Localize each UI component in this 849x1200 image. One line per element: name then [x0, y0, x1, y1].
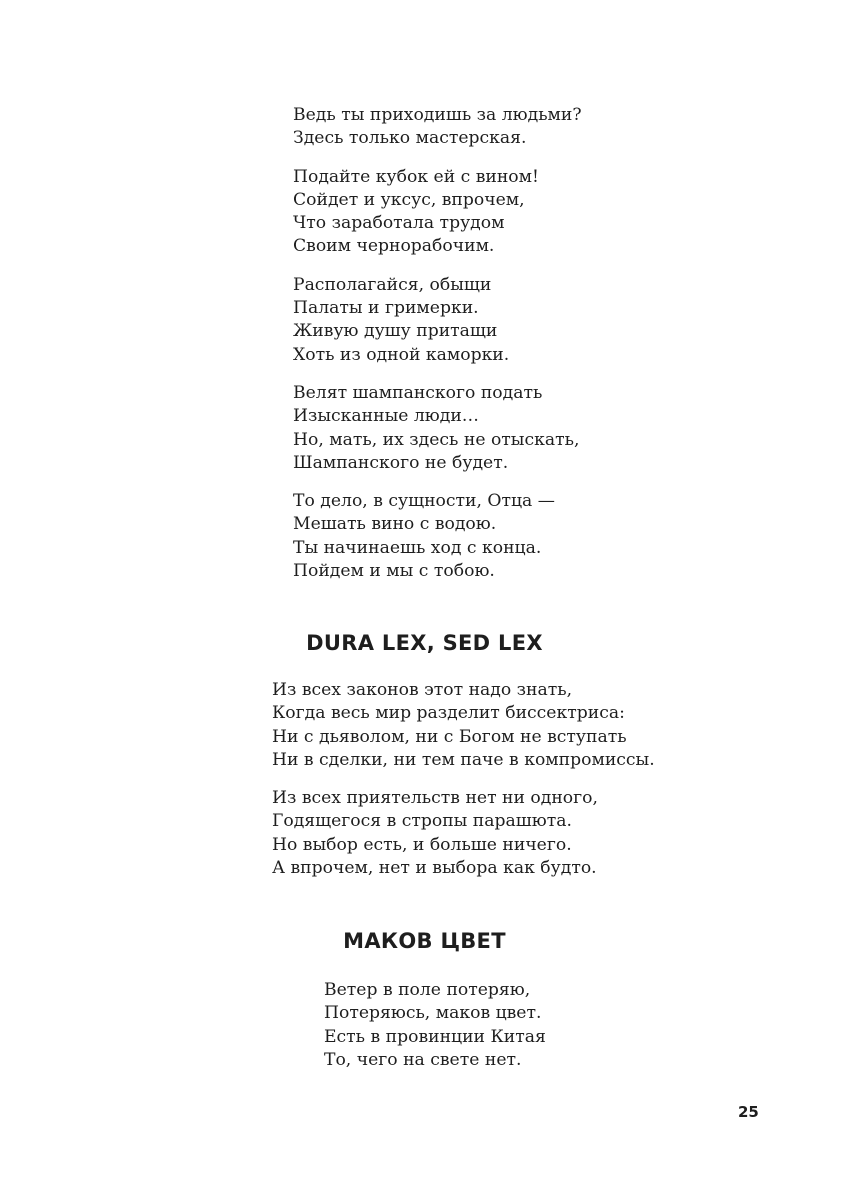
verse-line: Мешать вино с водою.: [293, 514, 497, 535]
poem-2: [272, 679, 655, 895]
verse-line: Велят шампанского подать: [293, 382, 543, 403]
verse-line: А впрочем, нет и выбора как будто.: [272, 858, 597, 879]
verse-line: Шампанского не будет.: [293, 452, 509, 473]
verse-line: Ни с дьяволом, ни с Богом не вступать: [272, 726, 627, 747]
verse-line: Что заработала трудом: [293, 213, 505, 234]
stanza: [272, 787, 655, 880]
verse-line: Но, мать, их здесь не отыскать,: [293, 429, 580, 450]
stanza: [293, 490, 582, 583]
verse-line: Когда весь мир разделит биссектриса:: [272, 703, 625, 724]
verse-line: То дело, в сущности, Отца —: [293, 491, 555, 512]
stanza: [293, 274, 582, 367]
poem-1: [293, 104, 582, 598]
verse-line: Ведь ты приходишь за людьми?: [293, 105, 582, 125]
verse-line: Располагайся, обыщи: [293, 274, 492, 295]
stanza: [324, 979, 546, 1072]
verse-line: Живую душу притащи: [293, 321, 498, 342]
poem-title-dura-lex: DURA LEX, SED LEX: [306, 631, 543, 655]
poem-title-makov-tsvet: МАКОВ ЦВЕТ: [343, 929, 506, 953]
verse-line: Из всех законов этот надо знать,: [272, 680, 573, 700]
verse-line: Ни в сделки, ни тем паче в компромиссы.: [272, 749, 655, 770]
verse-line: Здесь только мастерская.: [293, 128, 527, 149]
verse-line: Ветер в поле потеряю,: [324, 980, 531, 1000]
poem-3: [324, 979, 546, 1087]
verse-line: Годящегося в стропы парашюта.: [272, 811, 572, 832]
stanza: [293, 166, 582, 259]
stanza: [293, 382, 582, 475]
stanza: [272, 679, 655, 772]
verse-line: Хоть из одной каморки.: [293, 344, 510, 365]
verse-line: Пойдем и мы с тобою.: [293, 561, 495, 582]
verse-line: Сойдет и уксус, впрочем,: [293, 189, 525, 210]
verse-line: Потеряюсь, маков цвет.: [324, 1003, 542, 1024]
verse-line: Своим чернорабочим.: [293, 236, 495, 257]
verse-line: То, чего на свете нет.: [324, 1049, 522, 1070]
verse-line: Подайте кубок ей с вином!: [293, 166, 539, 187]
verse-line: Есть в провинции Китая: [324, 1026, 546, 1047]
verse-line: Изысканные люди…: [293, 406, 479, 427]
verse-line: Но выбор есть, и больше ничего.: [272, 834, 572, 855]
verse-line: Ты начинаешь ход с конца.: [293, 537, 542, 558]
page-number: 25: [738, 1103, 759, 1121]
verse-line: Из всех приятельств нет ни одного,: [272, 788, 598, 809]
stanza: [293, 104, 582, 151]
verse-line: Палаты и гримерки.: [293, 298, 479, 319]
